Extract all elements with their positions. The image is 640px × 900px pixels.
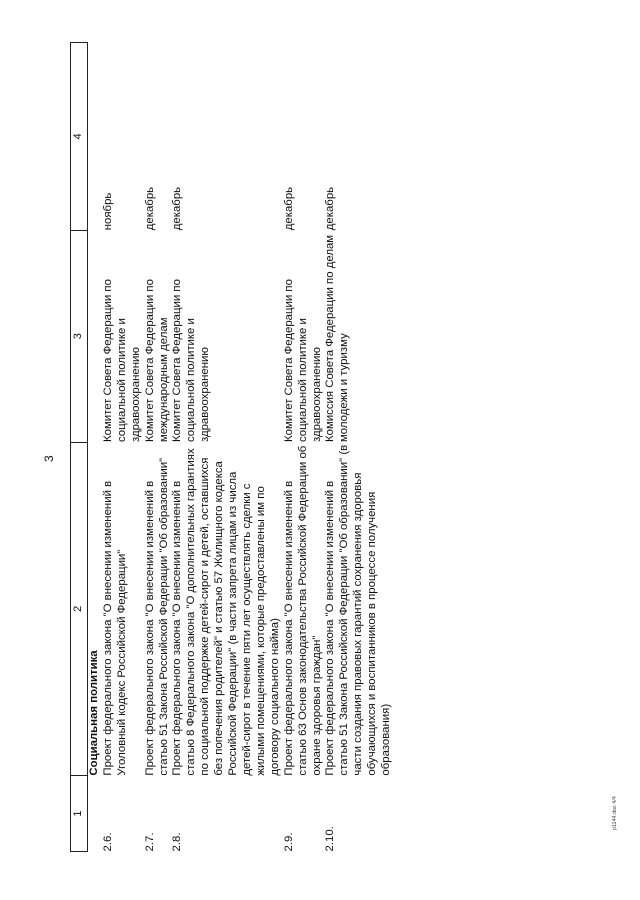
page-number: 3 — [42, 455, 56, 462]
row-responsible: Комитет Совета Федерации по социальной политике и здравоохранению — [171, 279, 212, 443]
column-header-4: 4 — [71, 43, 88, 231]
table-row — [102, 43, 144, 852]
column-header-1: 1 — [71, 776, 88, 852]
column-header-2: 2 — [71, 442, 88, 776]
row-description: Проект федерального закона "О внесении изменений в статью 8 Федерального закона "О дополнительных гарантиях по социальной поддержке детей-сирот и детей, оставшихся без попечения родителей" и статью 57 Жилищного кодекса Российской Федерации" (в части запрета лицам из числа детей-сирот в течение пяти лет осуществлять сделки с жилыми помещениями, которые предоставлены им по договору социального найма) — [171, 448, 281, 776]
row-description: Проект федерального закона "О внесении изменений в статью 51 Закона Российской Федерации "Об образовании" — [143, 457, 170, 776]
row-responsible: Комитет Совета Федерации по социальной политике и здравоохранению — [282, 279, 323, 443]
row-number: 2.6. — [101, 832, 114, 852]
row-description: Проект федерального закона "О внесении изменений в статью 51 Закона Российской Федерации "Об образовании" (в части создания правовых гарантий сохранения здоровья обучающихся и воспитанников в процессе получения образования) — [324, 444, 393, 776]
row-number: 2.8. — [171, 832, 184, 852]
row-responsible: Комитет Совета Федерации по международным делам — [143, 279, 170, 443]
plan-table — [70, 42, 394, 852]
row-responsible: Комитет Совета Федерации по социальной политике и здравоохранению — [101, 279, 142, 443]
table-row — [283, 43, 325, 852]
table-row — [144, 43, 172, 852]
row-number: 2.9. — [282, 832, 295, 852]
row-number: 2.10. — [324, 826, 337, 852]
row-deadline: декабрь — [143, 186, 156, 231]
section-row — [88, 43, 102, 852]
row-deadline: декабрь — [324, 186, 337, 231]
row-number: 2.7. — [143, 832, 156, 852]
table-row — [324, 43, 394, 852]
column-number-header — [71, 43, 88, 852]
row-responsible: Комиссия Совета Федерации по делам молодежи и туризму — [324, 234, 351, 443]
section-title: Социальная политика — [88, 650, 100, 776]
row-description: Проект федерального закона "О внесении изменений в Уголовный кодекс Российской Федерации" — [101, 480, 128, 776]
column-header-3: 3 — [71, 230, 88, 442]
row-deadline: ноябрь — [101, 192, 114, 231]
row-deadline: декабрь — [282, 186, 295, 231]
table-row — [171, 43, 282, 852]
row-deadline: декабрь — [171, 186, 184, 231]
row-description: Проект федерального закона "О внесении изменений в статью 63 Основ законодательства Российской Федерации об охране здоровья граждан" — [282, 445, 323, 776]
file-reference: p1144.doc 4/4 — [612, 796, 618, 830]
